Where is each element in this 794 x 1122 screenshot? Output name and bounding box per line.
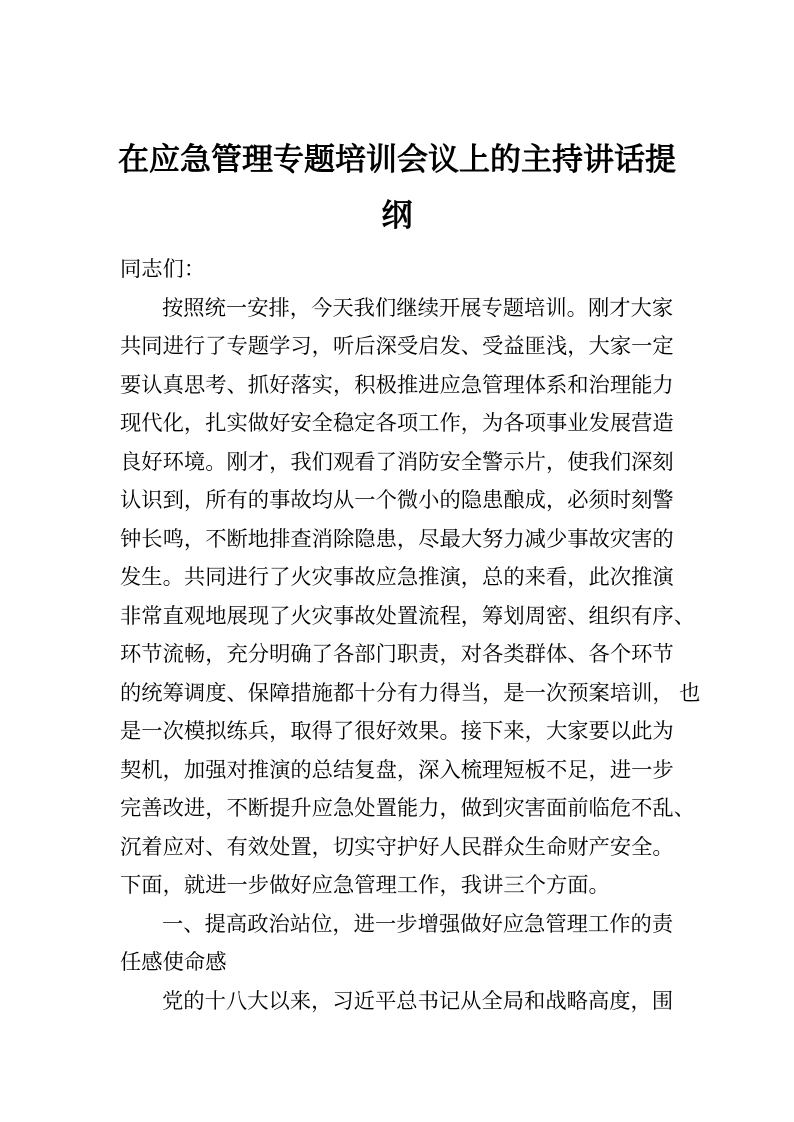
body-line: 按照统一安排，今天我们继续开展专题培训。刚才大家: [162, 295, 674, 320]
body-line: 钟长鸣，不断地排查消除隐患，尽最大努力减少事故灾害的: [120, 526, 674, 551]
salutation: 同志们：: [120, 257, 206, 281]
body-line: 环节流畅，充分明确了各部门职责，对各类群体、各个环节: [120, 642, 674, 666]
body-line: 任感使命感: [120, 950, 227, 974]
body-line: 完善改进，不断提升应急处置能力，做到灾害面前临危不乱、: [120, 796, 696, 820]
body-line: 一、提高政治站位，进一步增强做好应急管理工作的责: [162, 911, 674, 936]
body-line: 是一次模拟练兵，取得了很好效果。接下来，大家要以此为: [120, 719, 674, 743]
body-lines: [120, 289, 701, 1021]
body-line: 现代化，扎实做好安全稳定各项工作，为各项事业发展营造: [120, 411, 674, 435]
body-line: 共同进行了专题学习，听后深受启发、受益匪浅，大家一定: [120, 334, 674, 358]
body-line: 的统筹调度、保障措施都十分有力得当，是一次预案培训， 也: [120, 680, 701, 705]
body-line: 非常直观地展现了火灾事故处置流程，筹划周密、组织有序、: [120, 603, 696, 628]
body-line: 党的十八大以来，习近平总书记从全局和战略高度，围: [162, 988, 674, 1013]
document-title-line-1: 在应急管理专题培训会议上的主持讲话提: [118, 142, 676, 177]
body-line: 契机，加强对推演的总结复盘，深入梳理短板不足，进一步: [120, 757, 674, 782]
body-line: 认识到，所有的事故均从一个微小的隐患酿成，必须时刻警: [120, 488, 674, 512]
body-line: 下面，就进一步做好应急管理工作，我讲三个方面。: [120, 873, 610, 897]
body-line: 沉着应对、有效处置，切实守护好人民群众生命财产安全。: [120, 834, 674, 859]
document-title-line-2: 纲: [381, 198, 413, 233]
body-line: 要认真思考、抓好落实，积极推进应急管理体系和治理能力: [120, 372, 674, 397]
document-body: [120, 250, 701, 1020]
body-line: 发生。共同进行了火灾事故应急推演，总的来看，此次推演: [120, 565, 674, 589]
body-line: 良好环境。刚才，我们观看了消防安全警示片，使我们深刻: [120, 449, 674, 474]
